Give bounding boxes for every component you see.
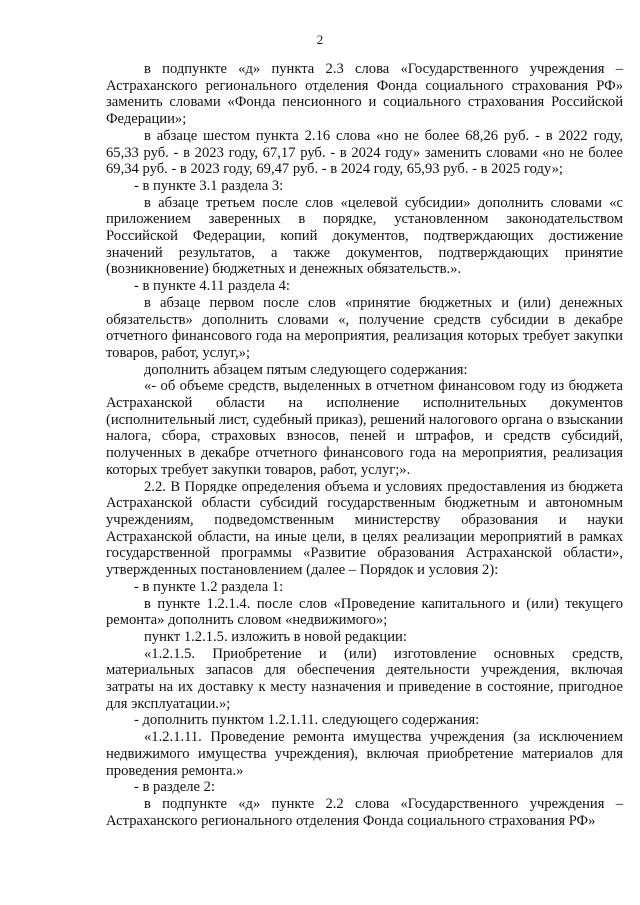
paragraph: 2.2. В Порядке определения объема и условиях предоставления из бюджета Астраханской области субсидий государственным бюджетным и автономным учреждениям, подведомственным министерству образования и науки Астраханской области, на иные цели, в целях реализации мероприятий в рамках государственной программы «Развитие образования Астраханской области», утвержденных постановлением (далее – Порядок и условия 2): bbox=[106, 478, 623, 579]
paragraph: «- об объеме средств, выделенных в отчетном финансовом году из бюджета Астраханской области на исполнение исполнительных документов (исполнительный лист, судебный приказ), решений налогового органа о взыскании налога, сбора, страховых взносов, пеней и штрафов, и средств субсидий, полученных в декабре отчетного финансового года на мероприятия, реализация которых требует закупки товаров, работ, услуг;». bbox=[106, 378, 624, 478]
paragraph: дополнить абзацем пятым следующего содержания: bbox=[144, 361, 468, 378]
paragraph: в абзаце третьем после слов «целевой субсидии» дополнить словами «с приложением заверенных в порядке, установленном законодательством Российской Федерации, копий документов, подтверждающих достижение значений результатов, а также документов, подтверждающих принятие (возникновение) бюджетных и денежных обязательств.». bbox=[106, 194, 623, 278]
paragraph: «1.2.1.5. Приобретение и (или) изготовление основных средств, материальных запасов для обеспечения деятельности учреждения, включая затраты на их доставку к месту назначения и приведение в состояние, пригодное для эксплуатации.»; bbox=[106, 645, 623, 712]
paragraph: в абзаце первом после слов «принятие бюджетных и (или) денежных обязательств» дополнить словами «, получение средств субсидии в декабре отчетного финансового года на мероприятия, реализация которых требует закупки товаров, работ, услуг,»; bbox=[106, 294, 623, 361]
paragraph: «1.2.1.11. Проведение ремонта имущества учреждения (за исключением недвижимого имущества учреждения), включая приобретение материалов для проведения ремонта.» bbox=[106, 729, 623, 779]
paragraph: в подпункте «д» пункта 2.3 слова «Государственного учреждения – Астраханского регионального отделения Фонда социального страхования РФ» заменить словами «Фонда пенсионного и социального страхования Российской Федерации»; bbox=[106, 61, 623, 128]
list-item: - в пункте 3.1 раздела 3: bbox=[134, 177, 284, 194]
page-number: 2 bbox=[316, 32, 324, 47]
paragraph: в пункте 1.2.1.4. после слов «Проведение капитального и (или) текущего ремонта» дополнить словом «недвижимого»; bbox=[106, 595, 623, 629]
list-item: - дополнить пунктом 1.2.1.11. следующего содержания: bbox=[134, 712, 480, 729]
paragraph: пункт 1.2.1.5. изложить в новой редакции: bbox=[144, 628, 407, 645]
list-item: - в пункте 4.11 раздела 4: bbox=[134, 278, 290, 295]
list-item: - в разделе 2: bbox=[134, 779, 215, 796]
list-item: - в пункте 1.2 раздела 1: bbox=[134, 578, 284, 595]
paragraph: в абзаце шестом пункта 2.16 слова «но не более 68,26 руб. - в 2022 году, 65,33 руб. - в 2023 году, 67,17 руб. - в 2024 году» заменить словами «но не более 69,34 руб. - в 2023 году, 69,47 руб. - в 2024 году, 65,93 руб. - в 2025 году»; bbox=[106, 127, 623, 178]
paragraph: в подпункте «д» пункте 2.2 слова «Государственного учреждения – Астраханского регионального отделения Фонда социального страхования РФ» bbox=[106, 795, 623, 829]
document-body bbox=[106, 61, 623, 829]
